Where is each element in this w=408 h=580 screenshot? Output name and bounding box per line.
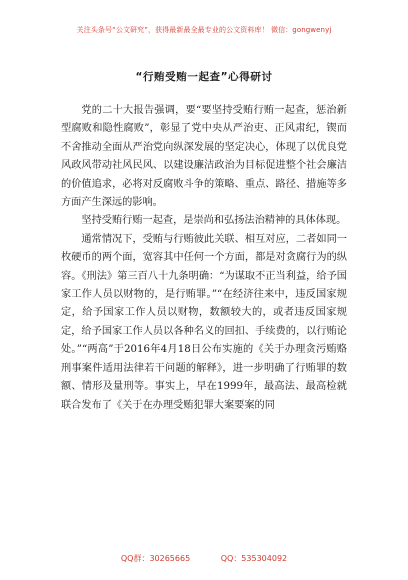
document-page — [61, 57, 347, 415]
footer-qq: QQ：535304092 — [220, 554, 288, 563]
document-title: “行贿受贿一起查”心得研讨 — [135, 71, 273, 83]
paragraph-3: 通常情况下，受贿与行贿彼此关联、相互对应，二者如同一枚硬币的两个面，宽容其中任何一个方面，都是对贪腐行为的纵容。《刑法》第三百八十九条明确：“为谋取不正当利益，给予国家工作人员以财物的，是行贿罪。”“在经济往来中，违反国家规定，给予国家工作人员以财物，数额较大的，或者违反国家规定，给予国家工作人员以各种名义的回扣、手续费的，以行贿论处。”“两高”于2016年4月18日公布实施的《关于办理贪污贿赂刑事案件适用法律若干问题的解释》，进一步明确了行贿罪的数额、情形及量刑等。事实上，早在1999年，最高法、最高检就联合发布了《关于在办理受贿犯罪大案要案的同 — [61, 233, 347, 411]
footer-qq-group: QQ群：30265665 — [120, 554, 191, 563]
header-banner: 关注头条号“公文研究”，获得最新最全最专业的公文资料库！ 微信：gongwenyj — [76, 26, 332, 34]
paragraph-2: 坚持受贿行贿一起查，是崇尚和弘扬法治精神的具体体现。 — [81, 215, 347, 227]
paragraph-1: 党的二十大报告强调，要“要坚持受贿行贿一起查，惩治新型腐败和隐性腐败”，彰显了党中央从严治吏、正风肃纪，锲而不舍推动全面从严治党向纵深发展的坚定决心，体现了以优良党风政风带动社风民风、以建设廉洁政治为目标促进整个社会廉洁的价值追求，必将对反腐败斗争的策略、重点、路径、措施等多方面产生深远的影响。 — [61, 105, 347, 209]
footer-contact — [0, 553, 408, 564]
